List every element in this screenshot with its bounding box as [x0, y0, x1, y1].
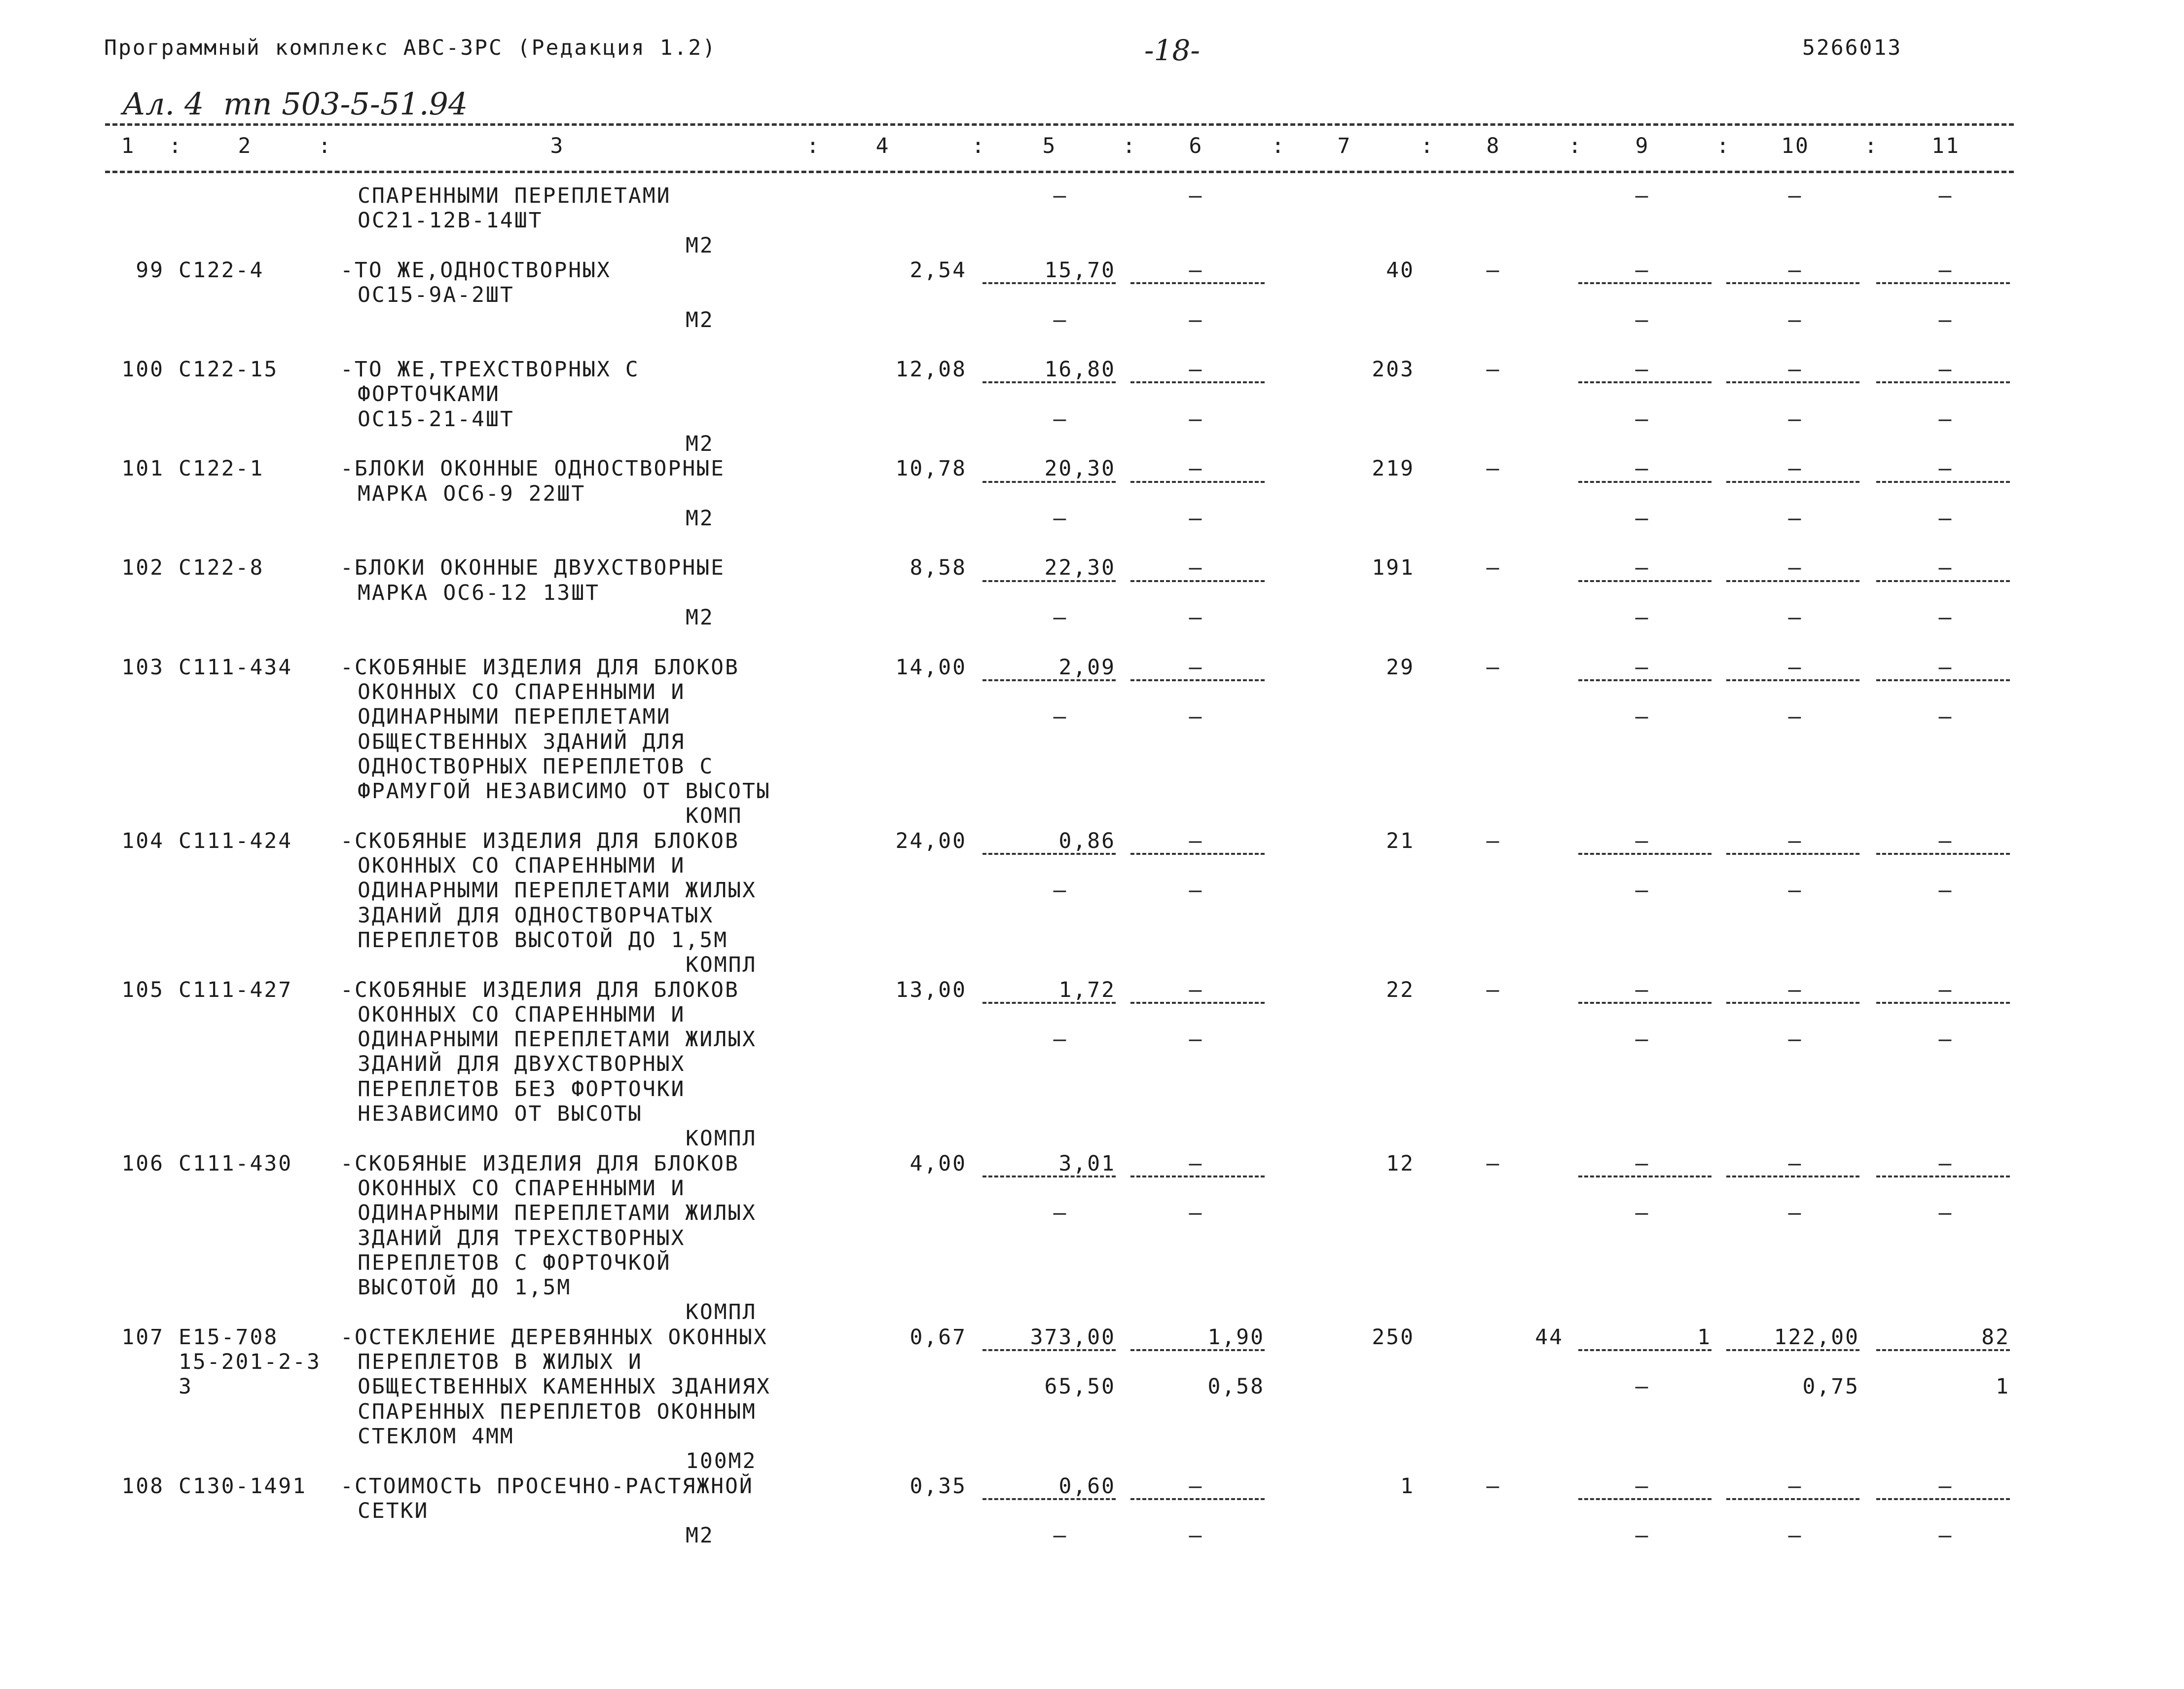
row-c11b: –: [1938, 308, 1953, 332]
row-c6: –: [1189, 1151, 1203, 1176]
row-c9: –: [1635, 829, 1650, 853]
description-line: ПЕРЕПЛЕТОВ ВЫСОТОЙ ДО 1,5М: [358, 928, 728, 953]
row-c5b: –: [1053, 704, 1068, 729]
price-code-line-3: 3: [179, 1374, 193, 1399]
row-c9: –: [1635, 258, 1650, 283]
row-c11: –: [1938, 456, 1953, 481]
row-number: 107: [121, 1325, 164, 1350]
fraction-rule: [983, 853, 1116, 855]
row-c11: –: [1938, 357, 1953, 382]
unit-label: М2: [686, 308, 714, 332]
row-c5: 373,00: [1030, 1325, 1116, 1350]
row-number: 102: [121, 555, 164, 580]
row-c6: –: [1189, 357, 1203, 382]
price-code: С111-434: [179, 655, 293, 680]
row-c11: –: [1938, 1474, 1953, 1499]
column-separator: :: [806, 134, 821, 158]
description-line: ОКОННЫХ СО СПАРЕННЫМИ И: [358, 853, 686, 878]
row-c10b: –: [1788, 878, 1803, 903]
column-separator: :: [1716, 134, 1731, 158]
fraction-rule: [1578, 1349, 1711, 1351]
row-c4: 13,00: [895, 978, 967, 1002]
row-c7: 219: [1372, 456, 1415, 481]
row-c7: 29: [1386, 655, 1415, 680]
row-c6b: –: [1189, 308, 1203, 332]
fraction-rule: [1876, 1498, 2010, 1500]
row-number: 104: [121, 829, 164, 853]
price-code: С122-4: [179, 258, 264, 283]
row-c10b: –: [1788, 308, 1803, 332]
description-line: ЗДАНИЙ ДЛЯ ДВУХСТВОРНЫХ: [358, 1052, 686, 1076]
description-line: -БЛОКИ ОКОННЫЕ ДВУХСТВОРНЫЕ: [340, 555, 725, 580]
description-line: ОДНОСТВОРНЫХ ПЕРЕПЛЕТОВ С: [358, 754, 714, 779]
row-c11: –: [1938, 978, 1953, 1002]
row-c10: –: [1788, 829, 1803, 853]
fraction-rule: [1578, 580, 1711, 582]
row-c9b: –: [1635, 1201, 1650, 1225]
row-c11b: –: [1938, 1523, 1953, 1548]
description-line: ОС15-21-4ШТ: [358, 407, 514, 432]
description-line: ПЕРЕПЛЕТОВ С ФОРТОЧКОЙ: [358, 1250, 671, 1275]
row-c8: –: [1486, 555, 1501, 580]
row-c5b: –: [1053, 1201, 1068, 1225]
fraction-rule: [1726, 679, 1859, 681]
column-header-9: 9: [1635, 134, 1650, 158]
row-c9b: –: [1635, 1027, 1650, 1052]
column-separator: :: [169, 134, 183, 158]
row-c11: –: [1938, 829, 1953, 853]
row-c11: –: [1938, 1151, 1953, 1176]
column-separator: :: [1864, 134, 1879, 158]
row-number: 100: [121, 357, 164, 382]
row-c10: –: [1788, 655, 1803, 680]
description-line: ОС15-9А-2ШТ: [358, 283, 514, 307]
row-c5: 0,86: [1058, 829, 1116, 853]
fraction-rule: [1726, 1002, 1859, 1004]
description-line: НЕЗАВИСИМО ОТ ВЫСОТЫ: [358, 1102, 643, 1126]
description-line: СЕТКИ: [358, 1499, 429, 1523]
row-c9b: –: [1635, 407, 1650, 432]
price-code-line-2: 15-201-2-3: [179, 1350, 321, 1374]
cont-c6: –: [1189, 184, 1203, 208]
row-c9: –: [1635, 357, 1650, 382]
row-c11b: –: [1938, 407, 1953, 432]
fraction-rule: [1130, 679, 1265, 681]
fraction-rule: [1130, 1175, 1265, 1177]
row-c4: 2,54: [910, 258, 967, 283]
description-line: ОКОННЫХ СО СПАРЕННЫМИ И: [358, 1002, 686, 1027]
description-line: -СТОИМОСТЬ ПРОСЕЧНО-РАСТЯЖНОЙ: [340, 1474, 754, 1499]
row-c5b: 65,50: [1044, 1374, 1116, 1399]
fraction-rule: [1726, 381, 1859, 383]
fraction-rule: [983, 1002, 1116, 1004]
description-line: ПЕРЕПЛЕТОВ В ЖИЛЫХ И: [358, 1350, 643, 1374]
row-c4: 14,00: [895, 655, 967, 680]
fraction-rule: [1130, 1498, 1265, 1500]
row-number: 105: [121, 978, 164, 1002]
row-c9: –: [1635, 555, 1650, 580]
description-line: -ТО ЖЕ,ТРЕХСТВОРНЫХ С: [340, 357, 640, 382]
fraction-rule: [983, 679, 1116, 681]
row-c10: –: [1788, 357, 1803, 382]
cont-c10: –: [1788, 184, 1803, 208]
row-c5b: –: [1053, 1027, 1068, 1052]
row-c6: –: [1189, 555, 1203, 580]
row-c6b: –: [1189, 704, 1203, 729]
row-c10: 122,00: [1774, 1325, 1859, 1350]
fraction-rule: [1876, 853, 2010, 855]
fraction-rule: [983, 1349, 1116, 1351]
row-c10: –: [1788, 555, 1803, 580]
description-line: ФРАМУГОЙ НЕЗАВИСИМО ОТ ВЫСОТЫ: [358, 779, 771, 804]
row-c5: 0,60: [1058, 1474, 1116, 1499]
row-c4: 8,58: [910, 555, 967, 580]
fraction-rule: [983, 481, 1116, 483]
row-c4: 4,00: [910, 1151, 967, 1176]
row-c11b: –: [1938, 878, 1953, 903]
column-separator: :: [318, 134, 332, 158]
row-c10b: –: [1788, 506, 1803, 531]
page-number: -18-: [1144, 34, 1200, 67]
fraction-rule: [1726, 580, 1859, 582]
row-c10b: –: [1788, 1201, 1803, 1225]
fraction-rule: [983, 580, 1116, 582]
row-c5: 20,30: [1044, 456, 1116, 481]
column-header-2: 2: [238, 134, 253, 158]
row-c5b: –: [1053, 1523, 1068, 1548]
row-c11: –: [1938, 655, 1953, 680]
row-c9b: –: [1635, 878, 1650, 903]
column-header-10: 10: [1781, 134, 1810, 158]
row-c11: –: [1938, 555, 1953, 580]
description-line: ОКОННЫХ СО СПАРЕННЫМИ И: [358, 680, 686, 704]
fraction-rule: [1876, 282, 2010, 284]
price-code: С111-430: [179, 1151, 293, 1176]
row-number: 103: [121, 655, 164, 680]
description-line: СПАРЕННЫХ ПЕРЕПЛЕТОВ ОКОННЫМ: [358, 1399, 757, 1424]
row-c8: –: [1486, 1474, 1501, 1499]
unit-label: КОМПЛ: [686, 1126, 757, 1151]
description-line: -СКОБЯНЫЕ ИЗДЕЛИЯ ДЛЯ БЛОКОВ: [340, 978, 739, 1002]
row-c8: –: [1486, 655, 1501, 680]
row-c5: 1,72: [1058, 978, 1116, 1002]
row-c9b: –: [1635, 308, 1650, 332]
fraction-rule: [1578, 853, 1711, 855]
column-separator: :: [1420, 134, 1435, 158]
row-c10b: –: [1788, 605, 1803, 630]
row-c6b: –: [1189, 407, 1203, 432]
description-line: ЗДАНИЙ ДЛЯ ТРЕХСТВОРНЫХ: [358, 1226, 686, 1250]
unit-label: КОМП: [686, 804, 743, 828]
column-header-8: 8: [1486, 134, 1501, 158]
row-c8: –: [1486, 829, 1501, 853]
fraction-rule: [1876, 381, 2010, 383]
row-c10b: 0,75: [1802, 1374, 1859, 1399]
row-c9: –: [1635, 1474, 1650, 1499]
row-c11b: –: [1938, 1201, 1953, 1225]
fraction-rule: [1130, 481, 1265, 483]
column-separator: :: [1123, 134, 1137, 158]
row-c5: 16,80: [1044, 357, 1116, 382]
description-line: -ОСТЕКЛЕНИЕ ДЕРЕВЯННЫХ ОКОННЫХ: [340, 1325, 768, 1350]
unit-label: М2: [686, 233, 714, 258]
fraction-rule: [1578, 679, 1711, 681]
row-c6b: –: [1189, 1027, 1203, 1052]
unit-label: М2: [686, 432, 714, 456]
fraction-rule: [1876, 1175, 2010, 1177]
description-line: ОДИНАРНЫМИ ПЕРЕПЛЕТАМИ ЖИЛЫХ: [358, 1201, 757, 1225]
fraction-rule: [1876, 481, 2010, 483]
unit-label: 100М2: [686, 1449, 757, 1473]
description-line: ОДИНАРНЫМИ ПЕРЕПЛЕТАМИ: [358, 704, 671, 729]
row-c4: 0,67: [910, 1325, 967, 1350]
description-line: МАРКА ОС6-9 22ШТ: [358, 481, 586, 506]
row-c5: 2,09: [1058, 655, 1116, 680]
row-c9b: –: [1635, 605, 1650, 630]
row-c4: 12,08: [895, 357, 967, 382]
column-separator: :: [1568, 134, 1583, 158]
row-c6b: –: [1189, 1201, 1203, 1225]
fraction-rule: [1726, 1349, 1859, 1351]
program-title: Программный комплекс АВС-3РС (Редакция 1.2): [104, 36, 717, 60]
fraction-rule: [1578, 481, 1711, 483]
row-number: 99: [136, 258, 164, 283]
description-line: ОДИНАРНЫМИ ПЕРЕПЛЕТАМИ ЖИЛЫХ: [358, 878, 757, 903]
fraction-rule: [1130, 1349, 1265, 1351]
unit-label: М2: [686, 506, 714, 531]
sheet-reference: Ал. 4 тп 503-5-51.94: [122, 86, 468, 122]
row-c7: 12: [1386, 1151, 1415, 1176]
column-header-1: 1: [121, 134, 136, 158]
row-c8: –: [1486, 456, 1501, 481]
row-c5b: –: [1053, 308, 1068, 332]
row-c8: –: [1486, 357, 1501, 382]
fraction-rule: [983, 1175, 1116, 1177]
row-c6: –: [1189, 829, 1203, 853]
column-header-5: 5: [1042, 134, 1057, 158]
row-c7: 1: [1400, 1474, 1415, 1499]
fraction-rule: [1726, 1498, 1859, 1500]
document-code: 5266013: [1802, 36, 1902, 60]
row-c9: –: [1635, 978, 1650, 1002]
price-code: С130-1491: [179, 1474, 307, 1499]
fraction-rule: [983, 1498, 1116, 1500]
row-c10: –: [1788, 1151, 1803, 1176]
fraction-rule: [1130, 381, 1265, 383]
row-c10: –: [1788, 1474, 1803, 1499]
row-c5b: –: [1053, 506, 1068, 531]
row-c9: 1: [1697, 1325, 1711, 1350]
description-line: СПАРЕННЫМИ ПЕРЕПЛЕТАМИ: [358, 184, 671, 208]
description-line: ЗДАНИЙ ДЛЯ ОДНОСТВОРЧАТЫХ: [358, 903, 714, 928]
description-line: ПЕРЕПЛЕТОВ БЕЗ ФОРТОЧКИ: [358, 1077, 686, 1102]
fraction-rule: [1876, 1349, 2010, 1351]
column-header-3: 3: [550, 134, 565, 158]
cont-c5: –: [1053, 184, 1068, 208]
row-c8: –: [1486, 258, 1501, 283]
row-c7: 40: [1386, 258, 1415, 283]
row-c10: –: [1788, 456, 1803, 481]
row-c7: 250: [1372, 1325, 1415, 1350]
description-line: ВЫСОТОЙ ДО 1,5М: [358, 1275, 572, 1300]
unit-label: КОМПЛ: [686, 1300, 757, 1324]
row-c9: –: [1635, 1151, 1650, 1176]
column-header-11: 11: [1931, 134, 1960, 158]
header-rule-top: [105, 123, 2014, 126]
row-c5: 15,70: [1044, 258, 1116, 283]
row-c4: 10,78: [895, 456, 967, 481]
price-code: Е15-708: [179, 1325, 279, 1350]
fraction-rule: [1130, 1002, 1265, 1004]
column-header-6: 6: [1189, 134, 1203, 158]
row-c10: –: [1788, 258, 1803, 283]
row-c10b: –: [1788, 1027, 1803, 1052]
row-c8: –: [1486, 1151, 1501, 1176]
price-code: С122-15: [179, 357, 279, 382]
row-c6: –: [1189, 978, 1203, 1002]
row-c9: –: [1635, 456, 1650, 481]
column-separator: :: [1272, 134, 1286, 158]
fraction-rule: [1726, 1175, 1859, 1177]
row-c9: –: [1635, 655, 1650, 680]
header-rule-bottom: [105, 171, 2014, 173]
column-header-4: 4: [875, 134, 890, 158]
row-c10b: –: [1788, 407, 1803, 432]
row-c5: 3,01: [1058, 1151, 1116, 1176]
fraction-rule: [1726, 853, 1859, 855]
fraction-rule: [1130, 282, 1265, 284]
fraction-rule: [1578, 381, 1711, 383]
row-c11: 82: [1981, 1325, 2010, 1350]
fraction-rule: [1578, 1498, 1711, 1500]
row-c5b: –: [1053, 407, 1068, 432]
row-c10: –: [1788, 978, 1803, 1002]
fraction-rule: [1876, 679, 2010, 681]
description-line: -СКОБЯНЫЕ ИЗДЕЛИЯ ДЛЯ БЛОКОВ: [340, 829, 739, 853]
row-c11b: –: [1938, 704, 1953, 729]
description-line: ОКОННЫХ СО СПАРЕННЫМИ И: [358, 1176, 686, 1201]
description-line: ОДИНАРНЫМИ ПЕРЕПЛЕТАМИ ЖИЛЫХ: [358, 1027, 757, 1052]
fraction-rule: [1876, 1002, 2010, 1004]
row-c6: –: [1189, 258, 1203, 283]
fraction-rule: [1578, 1002, 1711, 1004]
row-c8: –: [1486, 978, 1501, 1002]
row-c5: 22,30: [1044, 555, 1116, 580]
unit-label: М2: [686, 605, 714, 630]
row-c6: 1,90: [1207, 1325, 1265, 1350]
description-line: -СКОБЯНЫЕ ИЗДЕЛИЯ ДЛЯ БЛОКОВ: [340, 1151, 739, 1176]
description-line: ФОРТОЧКАМИ: [358, 382, 500, 406]
row-c5b: –: [1053, 605, 1068, 630]
row-c6: –: [1189, 655, 1203, 680]
fraction-rule: [1726, 282, 1859, 284]
row-c6: –: [1189, 456, 1203, 481]
unit-label: КОМПЛ: [686, 953, 757, 977]
fraction-rule: [983, 282, 1116, 284]
row-c11: –: [1938, 258, 1953, 283]
fraction-rule: [1130, 580, 1265, 582]
row-c8: 44: [1535, 1325, 1564, 1350]
row-c7: 22: [1386, 978, 1415, 1002]
row-c9b: –: [1635, 704, 1650, 729]
row-c9b: –: [1635, 1523, 1650, 1548]
description-line: СТЕКЛОМ 4ММ: [358, 1424, 514, 1449]
row-number: 101: [121, 456, 164, 481]
fraction-rule: [1726, 481, 1859, 483]
row-c11b: 1: [1996, 1374, 2010, 1399]
row-c6b: –: [1189, 878, 1203, 903]
description-line: ОБЩЕСТВЕННЫХ ЗДАНИЙ ДЛЯ: [358, 730, 686, 754]
cont-c11: –: [1938, 184, 1953, 208]
column-header-7: 7: [1337, 134, 1352, 158]
fraction-rule: [1578, 282, 1711, 284]
description-line: -БЛОКИ ОКОННЫЕ ОДНОСТВОРНЫЕ: [340, 456, 725, 481]
fraction-rule: [1130, 853, 1265, 855]
description-line: МАРКА ОС6-12 13ШТ: [358, 581, 600, 605]
row-c11b: –: [1938, 506, 1953, 531]
row-c9b: –: [1635, 506, 1650, 531]
row-c10b: –: [1788, 1523, 1803, 1548]
row-c6b: 0,58: [1207, 1374, 1265, 1399]
row-c10b: –: [1788, 704, 1803, 729]
price-code: С122-1: [179, 456, 264, 481]
fraction-rule: [1876, 580, 2010, 582]
row-c6b: –: [1189, 506, 1203, 531]
row-c11b: –: [1938, 1027, 1953, 1052]
row-c7: 203: [1372, 357, 1415, 382]
row-c6b: –: [1189, 1523, 1203, 1548]
description-line: -ТО ЖЕ,ОДНОСТВОРНЫХ: [340, 258, 611, 283]
price-code: С111-427: [179, 978, 293, 1002]
row-c6: –: [1189, 1474, 1203, 1499]
row-c7: 21: [1386, 829, 1415, 853]
row-number: 106: [121, 1151, 164, 1176]
fraction-rule: [1578, 1175, 1711, 1177]
row-c4: 0,35: [910, 1474, 967, 1499]
description-line: ОС21-12В-14ШТ: [358, 208, 543, 233]
column-separator: :: [972, 134, 986, 158]
row-c11b: –: [1938, 605, 1953, 630]
row-c5b: –: [1053, 878, 1068, 903]
row-c7: 191: [1372, 555, 1415, 580]
fraction-rule: [983, 381, 1116, 383]
row-c9b: –: [1635, 1374, 1650, 1399]
row-number: 108: [121, 1474, 164, 1499]
cont-c9: –: [1635, 184, 1650, 208]
unit-label: М2: [686, 1523, 714, 1548]
price-code: С111-424: [179, 829, 293, 853]
price-code: С122-8: [179, 555, 264, 580]
description-line: ОБЩЕСТВЕННЫХ КАМЕННЫХ ЗДАНИЯХ: [358, 1374, 771, 1399]
row-c4: 24,00: [895, 829, 967, 853]
row-c6b: –: [1189, 605, 1203, 630]
description-line: -СКОБЯНЫЕ ИЗДЕЛИЯ ДЛЯ БЛОКОВ: [340, 655, 739, 680]
